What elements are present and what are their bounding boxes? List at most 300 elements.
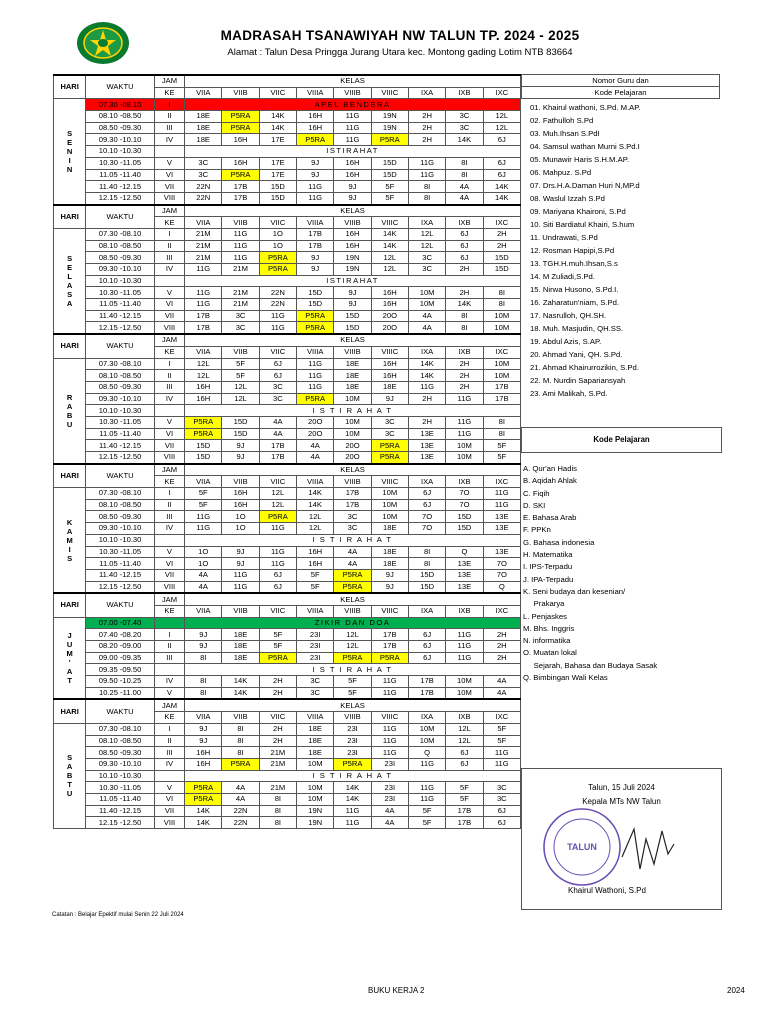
class-cell: 8I	[259, 793, 296, 805]
table-row	[54, 381, 521, 393]
class-cell: 23I	[334, 723, 371, 735]
hari-header: HARI	[54, 334, 86, 358]
table-row	[54, 452, 521, 464]
teacher-list-title: Nomor Guru dan	[521, 74, 720, 87]
class-cell: 2H	[483, 641, 520, 653]
class-cell: P5RA	[371, 134, 408, 146]
class-cell: P5RA	[334, 581, 371, 593]
table-row	[54, 641, 521, 653]
class-cell: 12L	[297, 511, 334, 523]
teacher-item: 23. Ami Malikah, S.Pd.	[530, 389, 608, 398]
class-cell: 16H	[297, 558, 334, 570]
class-cell: 5F	[483, 723, 520, 735]
time-cell: 08.10 -08.50	[86, 735, 155, 747]
class-cell: 10M	[334, 393, 371, 405]
class-cell: 8I	[408, 558, 445, 570]
jam-cell: III	[154, 122, 184, 134]
class-cell: 22N	[185, 192, 222, 204]
table-row	[54, 511, 521, 523]
class-header: IXA	[408, 217, 445, 229]
table-row	[54, 252, 521, 264]
class-cell: 11G	[371, 687, 408, 699]
class-cell: 6J	[408, 499, 445, 511]
class-cell: 18E	[297, 723, 334, 735]
jam-cell	[154, 405, 184, 417]
class-cell: 22N	[222, 817, 259, 829]
class-cell: 13E	[408, 452, 445, 464]
class-cell: 9J	[371, 581, 408, 593]
class-cell: 11G	[408, 169, 445, 181]
jam-cell: VII	[154, 310, 184, 322]
class-cell: 1O	[185, 558, 222, 570]
class-cell: 3C	[483, 782, 520, 794]
day-letter: A	[66, 667, 73, 677]
class-header: VIIA	[185, 605, 222, 617]
class-cell: 11G	[334, 122, 371, 134]
class-cell: 1O	[222, 523, 259, 535]
class-cell: 7O	[408, 523, 445, 535]
class-cell: 11G	[222, 569, 259, 581]
time-cell: 08.10 -08.50	[86, 111, 155, 123]
kelas-header: KELAS	[185, 464, 521, 476]
class-cell: 11G	[259, 546, 296, 558]
time-cell: 11.05 -11.40	[86, 169, 155, 181]
class-cell: 19N	[334, 252, 371, 264]
jam-header: JAM	[154, 464, 184, 476]
class-cell: 10M	[297, 782, 334, 794]
class-cell: 6J	[259, 358, 296, 370]
class-cell: 14K	[371, 228, 408, 240]
day-letter: J	[67, 631, 72, 641]
class-cell: 2H	[446, 381, 483, 393]
subject-code-item: C. Fiqih	[523, 488, 550, 498]
class-cell: 18E	[371, 558, 408, 570]
class-cell: 15D	[371, 169, 408, 181]
class-cell: 17E	[259, 157, 296, 169]
teacher-item: 07. Drs.H.A.Daman Huri N,MP.d	[530, 181, 640, 190]
time-cell: 10.30 -11.05	[86, 546, 155, 558]
class-header: VIIIA	[297, 87, 334, 99]
class-cell: 19N	[297, 817, 334, 829]
class-header: VIIIB	[334, 476, 371, 488]
class-header: IXB	[446, 217, 483, 229]
class-cell: P5RA	[371, 452, 408, 464]
merged-cell: ZIKIR DAN DOA	[185, 617, 521, 629]
class-cell: 11G	[371, 747, 408, 759]
class-cell: 6J	[446, 758, 483, 770]
teacher-item: 15. Nirwa Husono, S.Pd.I.	[530, 285, 619, 294]
jam-cell: VIII	[154, 581, 184, 593]
class-cell: 15D	[222, 428, 259, 440]
teacher-list-subtitle: Kode Pelajaran	[521, 87, 720, 99]
class-cell: 18E	[297, 747, 334, 759]
class-cell: 6J	[408, 629, 445, 641]
class-cell: 18E	[371, 546, 408, 558]
class-cell: 10M	[408, 299, 445, 311]
day-letter: U	[66, 640, 73, 650]
table-row	[54, 758, 521, 770]
class-cell: 8I	[483, 428, 520, 440]
jam-cell: VI	[154, 793, 184, 805]
day-letter: I	[68, 155, 71, 165]
subject-code-item: F. PPKn	[523, 525, 551, 535]
class-cell: P5RA	[185, 793, 222, 805]
time-cell: 09.35 -09.50	[86, 664, 155, 676]
class-cell: 5F	[371, 181, 408, 193]
time-cell: 09.30 -10.10	[86, 523, 155, 535]
class-cell: 11G	[334, 134, 371, 146]
day-name-cell	[54, 358, 86, 464]
class-cell: 16H	[297, 546, 334, 558]
class-header: VIIIB	[334, 87, 371, 99]
class-cell: 1O	[222, 511, 259, 523]
class-header: VIIB	[222, 476, 259, 488]
table-row	[54, 275, 521, 287]
table-row	[54, 687, 521, 699]
table-row	[54, 169, 521, 181]
signature-block	[521, 768, 722, 910]
class-cell: 8I	[408, 546, 445, 558]
day-letter: U	[66, 789, 73, 799]
teacher-item: 16. Zaharatun'niam, S.Pd.	[530, 298, 620, 307]
day-letter: B	[66, 410, 73, 420]
class-cell: P5RA	[334, 569, 371, 581]
class-header: IXC	[483, 476, 520, 488]
day-letter: U	[66, 419, 73, 429]
kelas-header: KELAS	[185, 205, 521, 217]
class-cell: P5RA	[297, 310, 334, 322]
class-cell: 15D	[222, 416, 259, 428]
class-cell: 21M	[259, 747, 296, 759]
class-header: VIIA	[185, 87, 222, 99]
day-letter: E	[67, 137, 73, 147]
class-cell: 14K	[408, 370, 445, 382]
merged-cell: I S T I R A H A T	[185, 405, 521, 417]
class-cell: 9J	[297, 169, 334, 181]
teacher-item: 03. Muh.Ihsan S.PdI	[530, 129, 600, 138]
class-header: VIIIB	[334, 346, 371, 358]
class-cell: 11G	[297, 381, 334, 393]
school-logo-icon	[76, 20, 130, 66]
class-cell: 9J	[222, 558, 259, 570]
class-header: VIIIA	[297, 712, 334, 724]
class-cell: 15D	[259, 181, 296, 193]
class-cell: 9J	[334, 181, 371, 193]
class-cell: P5RA	[185, 416, 222, 428]
class-cell: 13E	[483, 523, 520, 535]
time-cell: 10.10 -10.30	[86, 534, 155, 546]
class-cell: 11G	[446, 652, 483, 664]
class-header: VIIIC	[371, 217, 408, 229]
class-cell: 18E	[297, 735, 334, 747]
table-row	[54, 310, 521, 322]
jam-cell: V	[154, 416, 184, 428]
class-cell: 11G	[334, 111, 371, 123]
class-cell: 16H	[185, 747, 222, 759]
table-row	[54, 735, 521, 747]
class-cell: 2H	[408, 111, 445, 123]
class-header: VIIC	[259, 87, 296, 99]
jam-cell: II	[154, 240, 184, 252]
class-cell: 4A	[222, 793, 259, 805]
jam-cell	[154, 275, 184, 287]
table-row	[54, 617, 521, 629]
class-cell: 5F	[446, 793, 483, 805]
time-cell: 08.50 -09.30	[86, 511, 155, 523]
class-cell: 22N	[259, 287, 296, 299]
class-cell: 4A	[222, 782, 259, 794]
day-letter: B	[66, 771, 73, 781]
class-cell: 20O	[371, 310, 408, 322]
day-letter: T	[67, 780, 72, 790]
class-cell: 11G	[371, 723, 408, 735]
class-cell: 21M	[185, 252, 222, 264]
table-row	[54, 629, 521, 641]
class-cell: 11G	[446, 428, 483, 440]
table-row	[54, 558, 521, 570]
table-row	[54, 287, 521, 299]
class-cell: 9J	[297, 157, 334, 169]
class-cell: 21M	[259, 782, 296, 794]
day-header-row	[54, 593, 521, 605]
table-row	[54, 569, 521, 581]
class-cell: 4A	[185, 569, 222, 581]
table-row	[54, 440, 521, 452]
table-row	[54, 146, 521, 158]
jam-cell: II	[154, 370, 184, 382]
jam-cell: III	[154, 652, 184, 664]
jam-cell: V	[154, 687, 184, 699]
class-cell: 12L	[371, 264, 408, 276]
class-cell: 5F	[408, 817, 445, 829]
class-cell: 15D	[185, 452, 222, 464]
class-header: IXA	[408, 87, 445, 99]
class-cell: 11G	[408, 381, 445, 393]
class-cell: 16H	[334, 169, 371, 181]
class-cell: 8I	[483, 287, 520, 299]
class-cell: 6J	[408, 488, 445, 500]
time-cell: 12.15 -12.50	[86, 322, 155, 334]
table-row	[54, 192, 521, 204]
footer-left: BUKU KERJA 2	[368, 986, 425, 995]
class-cell: 4A	[259, 416, 296, 428]
class-cell: 18E	[185, 111, 222, 123]
jam-cell: VI	[154, 558, 184, 570]
class-cell: 12L	[446, 723, 483, 735]
class-header: VIIIB	[334, 217, 371, 229]
class-cell: 2H	[259, 735, 296, 747]
class-cell: 4A	[446, 181, 483, 193]
class-header: IXC	[483, 605, 520, 617]
class-header: VIIC	[259, 712, 296, 724]
jam-cell: IV	[154, 758, 184, 770]
class-header: VIIB	[222, 217, 259, 229]
class-header: IXC	[483, 712, 520, 724]
table-row	[54, 264, 521, 276]
day-letter: K	[66, 517, 73, 527]
class-cell: 10M	[483, 358, 520, 370]
class-cell: 11G	[446, 629, 483, 641]
merged-cell: APEL BENDERA	[185, 99, 521, 111]
class-cell: 6J	[408, 641, 445, 653]
class-cell: 23I	[371, 782, 408, 794]
table-row	[54, 534, 521, 546]
class-cell: 11G	[297, 181, 334, 193]
class-cell: 3C	[259, 393, 296, 405]
class-header: IXA	[408, 476, 445, 488]
class-cell: 23I	[334, 735, 371, 747]
class-cell: 11G	[483, 747, 520, 759]
class-header: VIIC	[259, 476, 296, 488]
jam-cell: II	[154, 735, 184, 747]
class-cell: 16H	[297, 111, 334, 123]
class-cell: 17B	[483, 393, 520, 405]
class-cell: 14K	[483, 192, 520, 204]
kelas-header: KELAS	[185, 334, 521, 346]
class-cell: 11G	[185, 511, 222, 523]
class-cell: 9J	[185, 641, 222, 653]
jam-cell: VII	[154, 805, 184, 817]
class-cell: 16H	[185, 758, 222, 770]
class-cell: 17B	[259, 440, 296, 452]
table-row	[54, 299, 521, 311]
class-cell: 17B	[446, 817, 483, 829]
class-cell: P5RA	[222, 111, 259, 123]
time-cell: 11.40 -12.15	[86, 310, 155, 322]
class-cell: 3C	[408, 264, 445, 276]
table-row	[54, 393, 521, 405]
class-cell: 2H	[408, 416, 445, 428]
jam-header: JAM	[154, 699, 184, 711]
class-cell: 11G	[334, 805, 371, 817]
svg-text:TALUN: TALUN	[567, 842, 597, 852]
class-header: VIIA	[185, 346, 222, 358]
jam-header: JAM	[154, 205, 184, 217]
class-header: IXB	[446, 87, 483, 99]
class-cell: 19N	[334, 264, 371, 276]
jam-cell	[154, 617, 184, 629]
day-header-row	[54, 699, 521, 711]
class-cell: 13E	[446, 581, 483, 593]
time-cell: 09.30 -10.10	[86, 758, 155, 770]
class-header: IXA	[408, 712, 445, 724]
class-cell: 14K	[408, 358, 445, 370]
class-cell: 2H	[259, 723, 296, 735]
signature-title: Kepala MTs NW Talun	[582, 797, 661, 806]
class-cell: 3C	[408, 252, 445, 264]
class-cell: 11G	[222, 252, 259, 264]
class-cell: 11G	[483, 758, 520, 770]
class-cell: P5RA	[334, 758, 371, 770]
teacher-item: 11. Undrawati, S.Pd	[530, 233, 598, 242]
time-cell: 11.40 -12.15	[86, 569, 155, 581]
class-cell: 15D	[371, 157, 408, 169]
class-cell: P5RA	[297, 134, 334, 146]
class-cell: 4A	[185, 581, 222, 593]
class-cell: 12L	[222, 381, 259, 393]
class-cell: 13E	[446, 558, 483, 570]
class-cell: 5F	[371, 192, 408, 204]
class-cell: 11G	[483, 488, 520, 500]
jam-cell: II	[154, 499, 184, 511]
table-row	[54, 111, 521, 123]
class-cell: 14K	[371, 240, 408, 252]
kelas-header: KELAS	[185, 699, 521, 711]
time-cell: 08.50 -09.30	[86, 122, 155, 134]
class-cell: 11G	[408, 758, 445, 770]
class-cell: 6J	[446, 240, 483, 252]
jam-header: JAM	[154, 75, 184, 87]
class-cell: 8I	[446, 157, 483, 169]
class-cell: P5RA	[222, 758, 259, 770]
table-row	[54, 228, 521, 240]
time-cell: 10.10 -10.30	[86, 275, 155, 287]
kelas-header: KELAS	[185, 593, 521, 605]
day-letter: R	[66, 392, 73, 402]
class-cell: 23I	[371, 758, 408, 770]
class-cell: 14K	[259, 122, 296, 134]
class-cell: 8I	[408, 192, 445, 204]
class-header: VIIIC	[371, 605, 408, 617]
class-cell: 16H	[185, 393, 222, 405]
jam-cell: I	[154, 228, 184, 240]
class-cell: 5F	[334, 676, 371, 688]
class-cell: 15D	[483, 264, 520, 276]
class-cell: 9J	[222, 440, 259, 452]
class-header: IXB	[446, 346, 483, 358]
class-cell: 2H	[408, 122, 445, 134]
class-header: VIIIA	[297, 476, 334, 488]
class-cell: P5RA	[259, 264, 296, 276]
class-cell: 18E	[185, 122, 222, 134]
class-cell: 11G	[371, 676, 408, 688]
class-cell: 17E	[259, 169, 296, 181]
teacher-item: 01. Khairul wathoni, S.Pd. M.AP.	[530, 103, 641, 112]
class-cell: 11G	[483, 499, 520, 511]
jam-cell: VI	[154, 299, 184, 311]
class-cell: 4A	[483, 676, 520, 688]
time-cell: 12.15 -12.50	[86, 452, 155, 464]
class-cell: 16H	[334, 240, 371, 252]
class-cell: 3C	[446, 111, 483, 123]
class-cell: 13E	[483, 511, 520, 523]
subject-code-item: Q. Bimbingan Wali Kelas	[523, 673, 608, 683]
class-cell: 21M	[222, 299, 259, 311]
class-cell: 6J	[408, 652, 445, 664]
class-cell: 6J	[483, 805, 520, 817]
jam-cell: I	[154, 358, 184, 370]
class-cell: 21M	[259, 758, 296, 770]
class-cell: 15D	[446, 523, 483, 535]
class-cell: 8I	[483, 299, 520, 311]
class-cell: 14K	[259, 111, 296, 123]
class-cell: 4A	[483, 687, 520, 699]
day-letter: S	[67, 128, 73, 138]
class-cell: 8I	[222, 723, 259, 735]
class-cell: 11G	[371, 735, 408, 747]
time-cell: 09.30 -10.10	[86, 264, 155, 276]
merged-cell: ISTIRAHAT	[185, 275, 521, 287]
jam-cell	[154, 146, 184, 158]
class-cell: 9J	[297, 252, 334, 264]
merged-cell: ISTIRAHAT	[185, 146, 521, 158]
class-cell: 6J	[446, 252, 483, 264]
day-letter: N	[66, 164, 73, 174]
class-header: IXC	[483, 217, 520, 229]
class-cell: 22N	[185, 181, 222, 193]
class-header: VIIA	[185, 476, 222, 488]
class-header: IXC	[483, 346, 520, 358]
